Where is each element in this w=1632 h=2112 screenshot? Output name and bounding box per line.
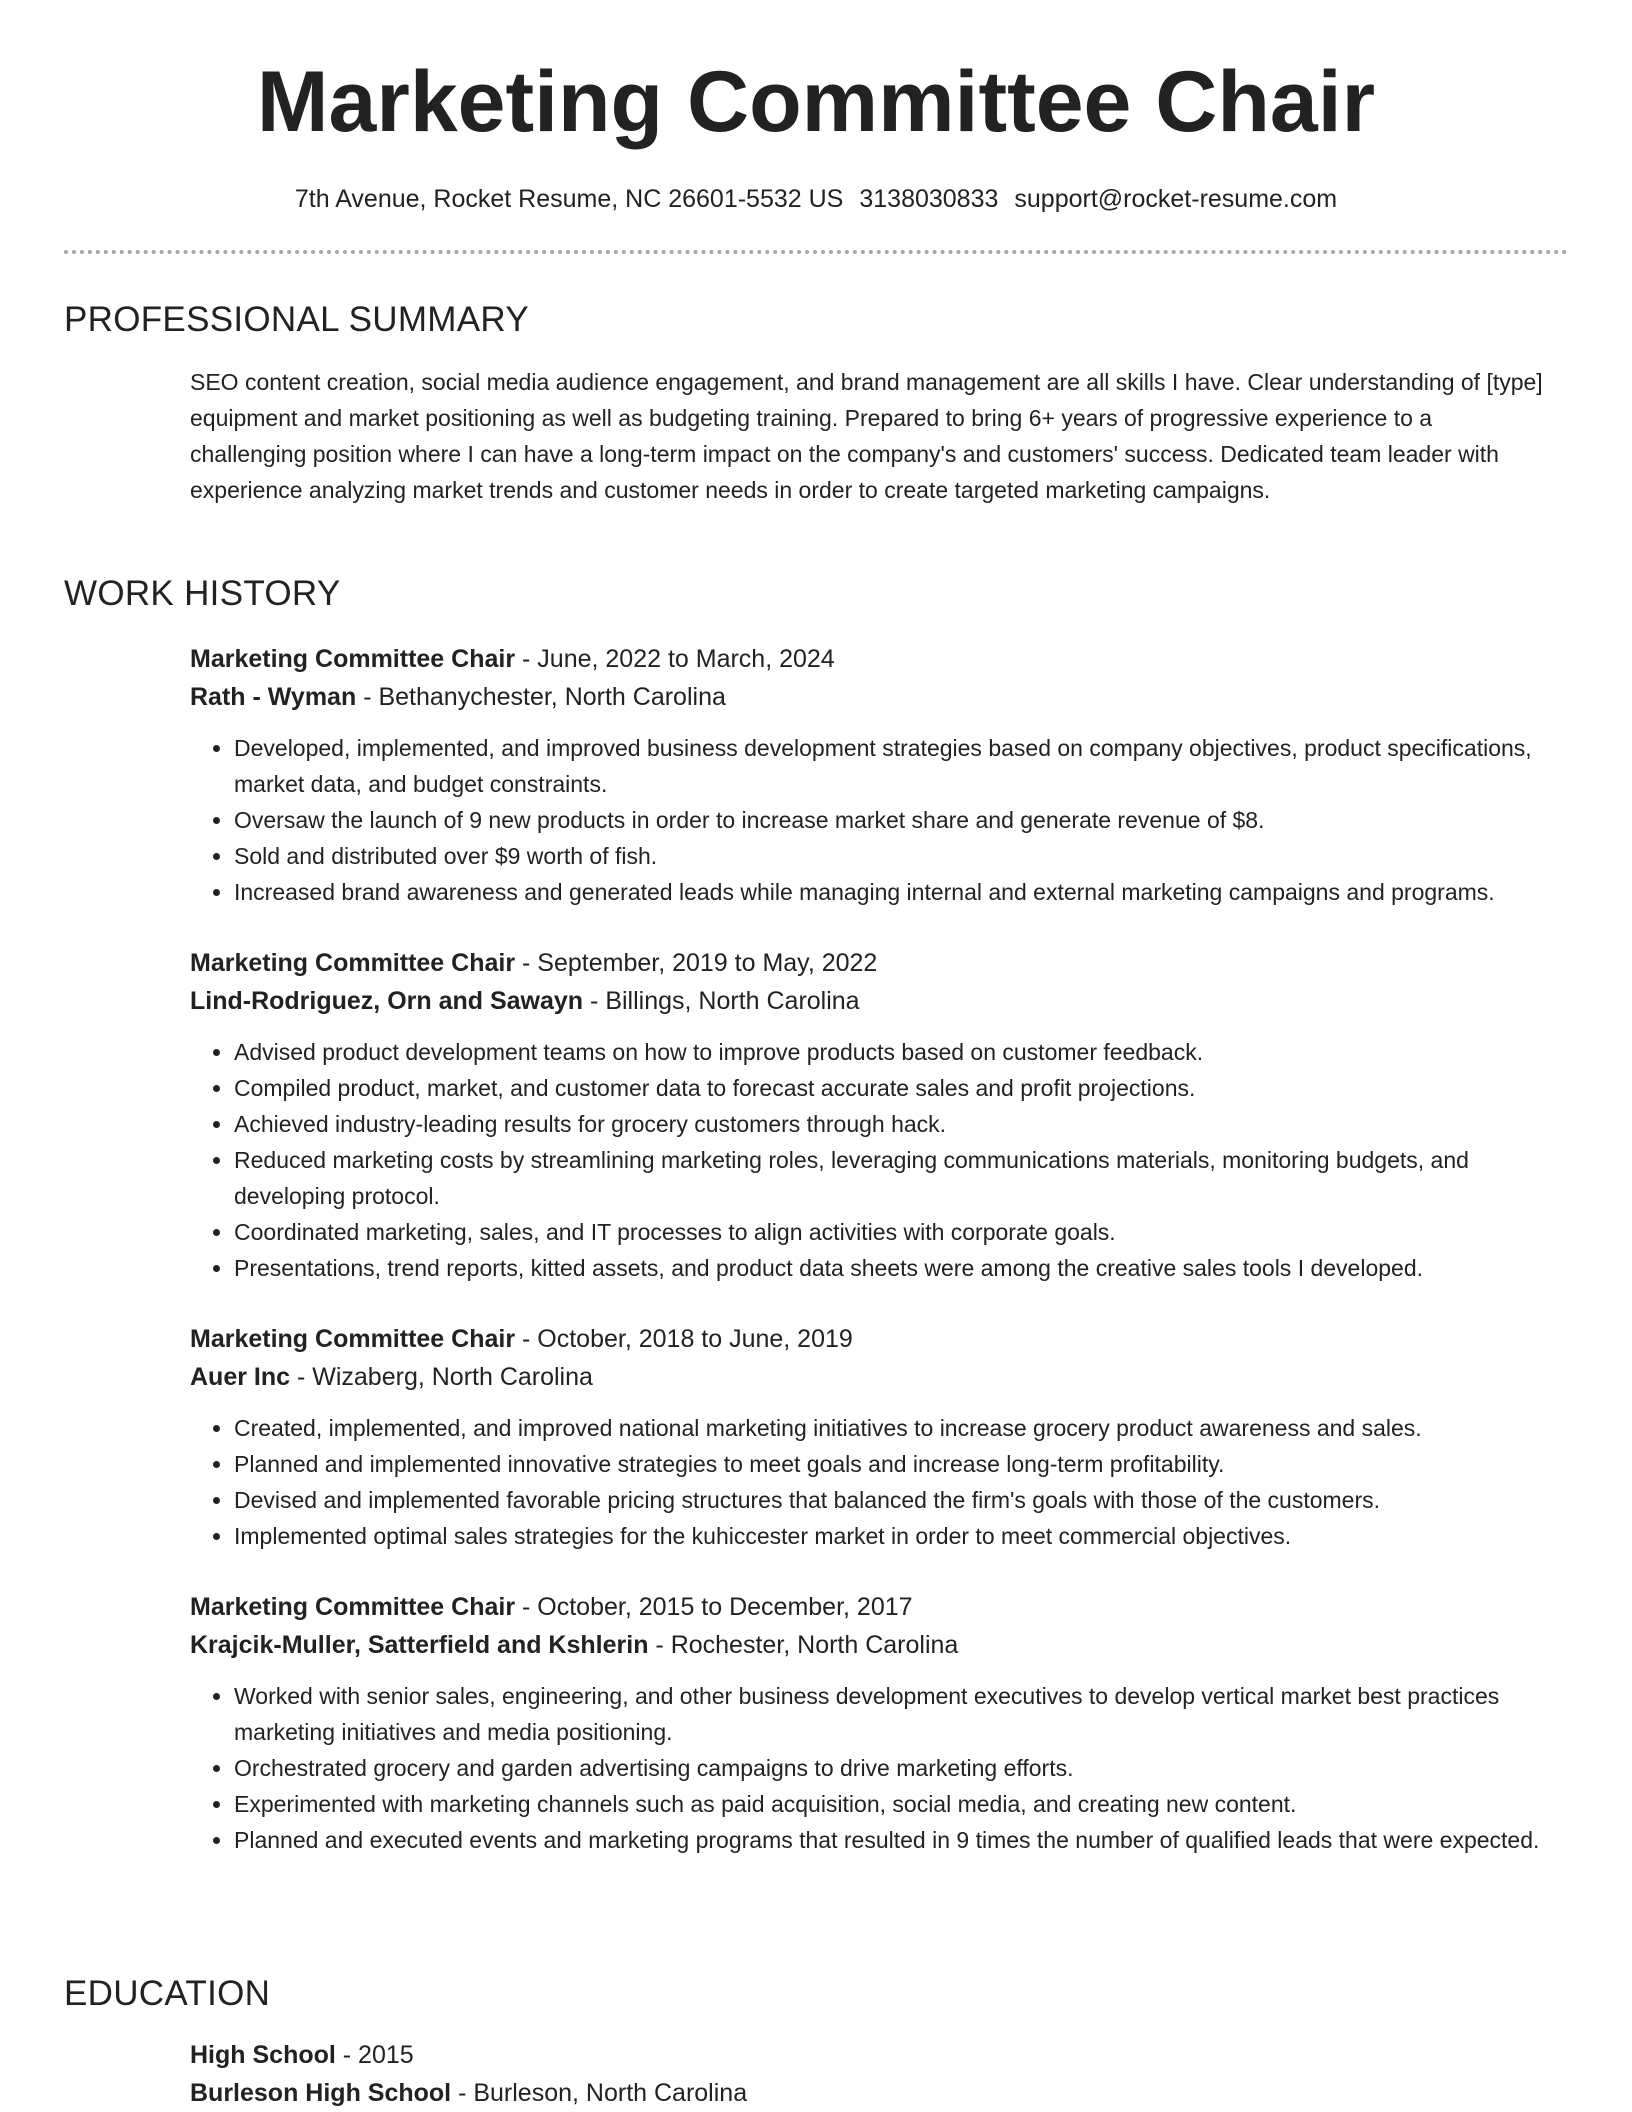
job-role: Marketing Committee Chair [190, 949, 516, 977]
job-entry-3 [190, 1320, 1550, 1554]
job-entry-1 [190, 640, 1550, 910]
job-bullet: • Reduced marketing costs by streamlining marketing roles, leveraging communications materials, monitoring budgets, and developing protocol. [234, 1142, 1550, 1214]
contact-phone: 3138030833 [859, 185, 999, 213]
job-company-line [190, 678, 1550, 716]
job-role: Marketing Committee Chair [190, 645, 516, 673]
job-location: - Rochester, North Carolina [655, 1631, 959, 1659]
job-dates: - June, 2022 to March, 2024 [522, 645, 835, 673]
summary-heading: PROFESSIONAL SUMMARY [64, 300, 529, 339]
work-history-heading: WORK HISTORY [64, 574, 341, 613]
job-role: Marketing Committee Chair [190, 1325, 516, 1353]
resume-name: Marketing Committee Chair [256, 54, 1376, 150]
job-bullet: • Devised and implemented favorable pricing structures that balanced the firm's goals with those of the customers. [234, 1482, 1550, 1518]
education-heading: EDUCATION [64, 1974, 271, 2013]
job-entry-4 [190, 1588, 1550, 1858]
contact-email: support@rocket-resume.com [1014, 185, 1338, 213]
education-section [190, 2036, 1550, 2112]
job-dates: - October, 2015 to December, 2017 [522, 1593, 913, 1621]
summary-text: SEO content creation, social media audience engagement, and brand management are all skills I have. Clear understanding of [type] equipment and market positioning as well as budgeting training. Prepared to bring 6+ years of progressive experience to a challenging position where I can have a long-term impact on the company's and customers' success. Dedicated team leader with experience analyzing market trends and customer needs in order to create targeted marketing campaigns. [190, 369, 1543, 503]
job-title-line [190, 640, 1550, 678]
job-dates: - September, 2019 to May, 2022 [522, 949, 878, 977]
education-school-line [190, 2074, 1550, 2112]
job-company: Auer Inc [190, 1363, 291, 1391]
job-bullet: • Coordinated marketing, sales, and IT processes to align activities with corporate goals. [234, 1214, 1550, 1250]
work-history-section [190, 640, 1550, 1892]
job-bullets [190, 730, 1550, 910]
job-location: - Wizaberg, North Carolina [296, 1363, 593, 1391]
job-company: Krajcik-Muller, Satterfield and Kshlerin [190, 1631, 649, 1659]
job-title-line [190, 1320, 1550, 1358]
job-bullet: • Developed, implemented, and improved business development strategies based on company objectives, product specifications, market data, and budget constraints. [234, 730, 1550, 802]
education-year: - 2015 [342, 2041, 414, 2069]
job-company-line [190, 1358, 1550, 1396]
education-degree-line [190, 2036, 1550, 2074]
contact-address: 7th Avenue, Rocket Resume, NC 26601-5532 US [294, 185, 844, 213]
contact-line [0, 182, 1632, 216]
job-bullet: • Implemented optimal sales strategies for the kuhiccester market in order to meet commercial objectives. [234, 1518, 1550, 1554]
job-entry-2 [190, 944, 1550, 1286]
job-bullet: • Experimented with marketing channels such as paid acquisition, social media, and creating new content. [234, 1786, 1550, 1822]
job-bullet: • Advised product development teams on how to improve products based on customer feedback. [234, 1034, 1550, 1070]
job-company-line [190, 1626, 1550, 1664]
education-location: - Burleson, North Carolina [458, 2079, 748, 2107]
job-location: - Bethanychester, North Carolina [363, 683, 726, 711]
job-bullet: • Orchestrated grocery and garden advertising campaigns to drive marketing efforts. [234, 1750, 1550, 1786]
job-bullet: • Planned and executed events and marketing programs that resulted in 9 times the number of qualified leads that were expected. [234, 1822, 1550, 1858]
education-school: Burleson High School [190, 2079, 452, 2107]
job-bullet: • Increased brand awareness and generated leads while managing internal and external marketing campaigns and programs. [234, 874, 1550, 910]
job-bullets [190, 1410, 1550, 1554]
job-bullet: • Worked with senior sales, engineering, and other business development executives to develop vertical market best practices marketing initiatives and media positioning. [234, 1678, 1550, 1750]
job-title-line [190, 944, 1550, 982]
job-company: Rath - Wyman [190, 683, 357, 711]
job-bullet: • Compiled product, market, and customer data to forecast accurate sales and profit projections. [234, 1070, 1550, 1106]
summary-section [190, 364, 1550, 508]
job-bullet: • Created, implemented, and improved national marketing initiatives to increase grocery product awareness and sales. [234, 1410, 1550, 1446]
job-bullet: • Achieved industry-leading results for grocery customers through hack. [234, 1106, 1550, 1142]
job-bullet: • Presentations, trend reports, kitted assets, and product data sheets were among the creative sales tools I developed. [234, 1250, 1550, 1286]
job-bullets [190, 1034, 1550, 1286]
job-bullets [190, 1678, 1550, 1858]
job-company: Lind-Rodriguez, Orn and Sawayn [190, 987, 584, 1015]
job-bullet: • Sold and distributed over $9 worth of fish. [234, 838, 1550, 874]
job-bullet: • Planned and implemented innovative strategies to meet goals and increase long-term profitability. [234, 1446, 1550, 1482]
job-role: Marketing Committee Chair [190, 1593, 516, 1621]
header-divider [64, 250, 1568, 254]
job-bullet: • Oversaw the launch of 9 new products in order to increase market share and generate revenue of $8. [234, 802, 1550, 838]
job-location: - Billings, North Carolina [590, 987, 860, 1015]
job-title-line [190, 1588, 1550, 1626]
job-dates: - October, 2018 to June, 2019 [522, 1325, 853, 1353]
job-company-line [190, 982, 1550, 1020]
education-degree: High School [190, 2041, 336, 2069]
